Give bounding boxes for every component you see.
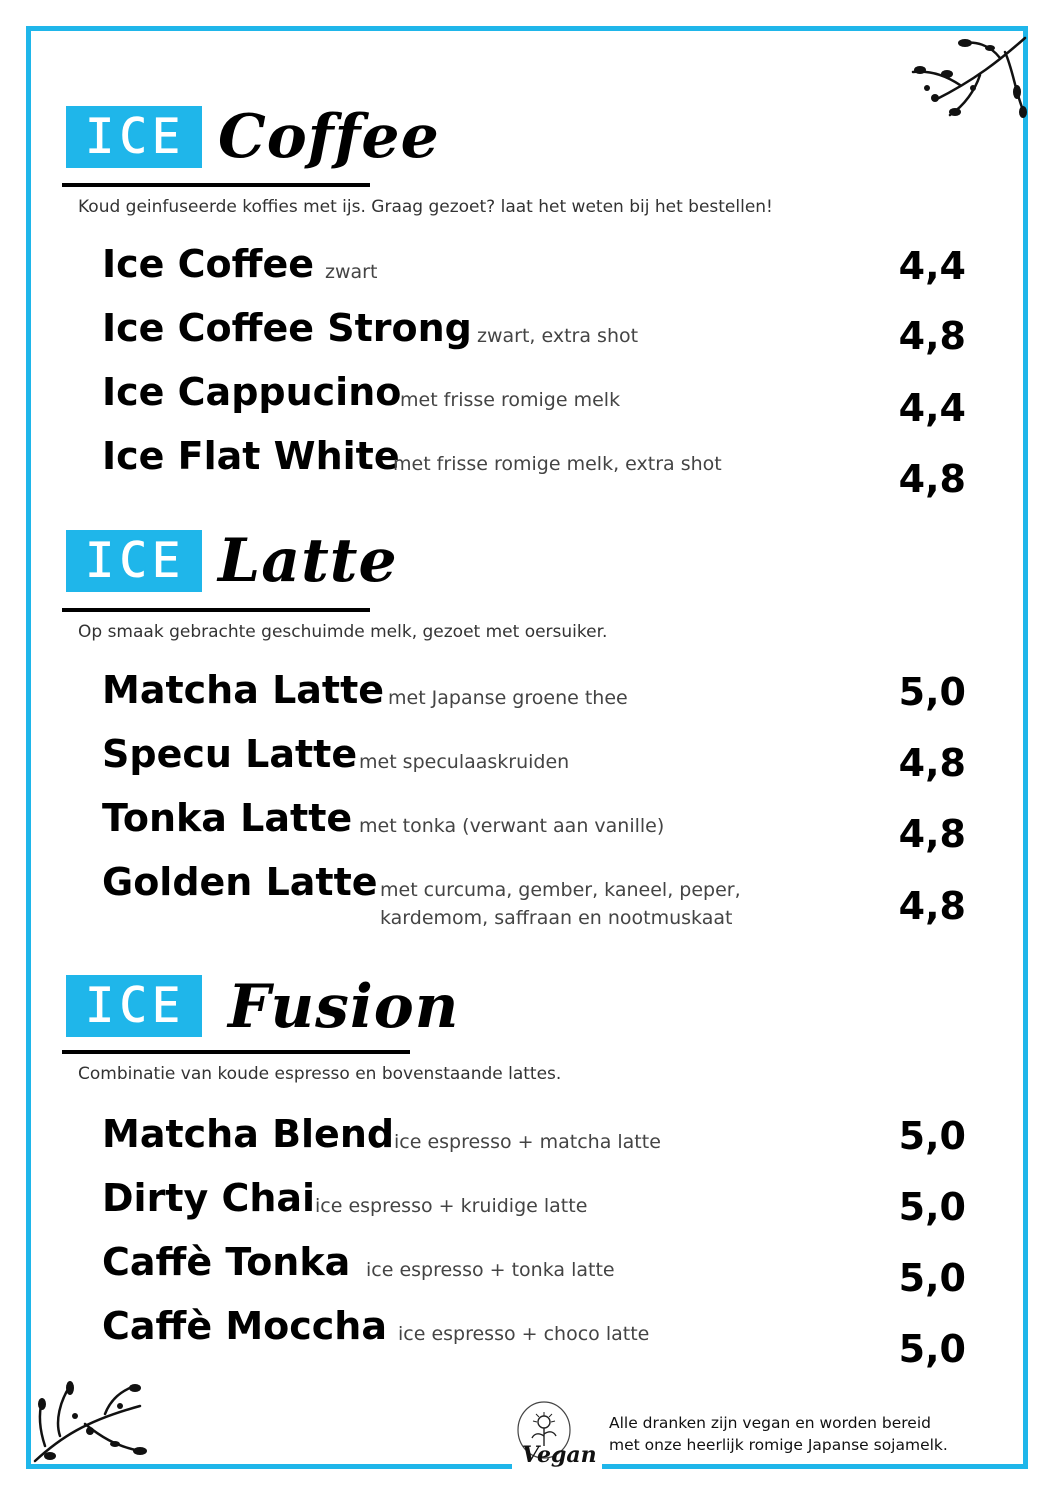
menu-item-desc: met curcuma, gember, kaneel, peper, xyxy=(380,879,741,901)
menu-item-desc: met speculaaskruiden xyxy=(359,751,570,773)
menu-item-desc: met tonka (verwant aan vanille) xyxy=(359,815,665,837)
menu-item-desc-line2: kardemom, saffraan en nootmuskaat xyxy=(380,907,733,929)
menu-item-price: 4,8 xyxy=(898,314,966,358)
vegan-logo-icon xyxy=(514,1400,604,1472)
menu-item-price: 5,0 xyxy=(898,1185,966,1229)
menu-item-price: 4,4 xyxy=(898,244,966,288)
menu-item-desc: met frisse romige melk xyxy=(400,389,621,411)
section-underline xyxy=(62,1050,410,1054)
menu-item-name: Tonka Latte xyxy=(102,796,353,840)
menu-item-price: 5,0 xyxy=(898,1256,966,1300)
ice-badge: ICE xyxy=(66,975,202,1037)
menu-item-price: 4,8 xyxy=(898,741,966,785)
section-underline xyxy=(62,183,370,187)
section-title: Fusion xyxy=(228,972,460,1042)
ice-badge: ICE xyxy=(66,530,202,592)
section-intro: Op smaak gebrachte geschuimde melk, gezoet met oersuiker. xyxy=(78,622,608,642)
menu-item-name: Dirty Chai xyxy=(102,1176,316,1220)
menu-item-desc: zwart, extra shot xyxy=(477,325,639,347)
menu-item-name: Caffè Moccha xyxy=(102,1304,387,1348)
section-underline xyxy=(62,608,370,612)
menu-item-name: Ice Coffee Strong xyxy=(102,306,472,350)
branch-decoration-icon xyxy=(905,30,1030,122)
menu-item-name: Golden Latte xyxy=(102,860,378,904)
menu-item-name: Caffè Tonka xyxy=(102,1240,351,1284)
ice-badge: ICE xyxy=(66,106,202,168)
footer-line-2: met onze heerlijk romige Japanse sojamelk. xyxy=(609,1436,948,1454)
menu-item-price: 5,0 xyxy=(898,670,966,714)
menu-item-price: 4,8 xyxy=(898,457,966,501)
branch-decoration-icon xyxy=(30,1376,155,1468)
menu-item-name: Matcha Latte xyxy=(102,668,385,712)
menu-item-name: Matcha Blend xyxy=(102,1112,395,1156)
menu-item-desc: met Japanse groene thee xyxy=(388,687,628,709)
menu-item-desc: ice espresso + tonka latte xyxy=(366,1259,615,1281)
menu-item-price: 5,0 xyxy=(898,1327,966,1371)
section-title: Coffee xyxy=(218,102,440,172)
footer-line-1: Alle dranken zijn vegan en worden bereid xyxy=(609,1414,931,1432)
vegan-logo-text: Vegan xyxy=(522,1442,597,1468)
footer-note xyxy=(609,1412,948,1456)
section-intro: Koud geinfuseerde koffies met ijs. Graag gezoet? laat het weten bij het bestellen! xyxy=(78,197,773,217)
menu-item-name: Specu Latte xyxy=(102,732,358,776)
menu-item-price: 4,8 xyxy=(898,884,966,928)
menu-item-desc: ice espresso + choco latte xyxy=(398,1323,650,1345)
menu-item-desc: ice espresso + kruidige latte xyxy=(315,1195,588,1217)
menu-item-price: 4,8 xyxy=(898,812,966,856)
menu-item-price: 4,4 xyxy=(898,386,966,430)
section-intro: Combinatie van koude espresso en bovenstaande lattes. xyxy=(78,1064,562,1084)
menu-item-name: Ice Coffee xyxy=(102,242,314,286)
menu-item-desc: met frisse romige melk, extra shot xyxy=(393,453,722,475)
menu-item-name: Ice Flat White xyxy=(102,434,400,478)
menu-item-desc: ice espresso + matcha latte xyxy=(394,1131,661,1153)
section-title: Latte xyxy=(218,526,398,596)
menu-item-desc: zwart xyxy=(325,261,378,283)
menu-item-name: Ice Cappucino xyxy=(102,370,402,414)
menu-item-price: 5,0 xyxy=(898,1114,966,1158)
